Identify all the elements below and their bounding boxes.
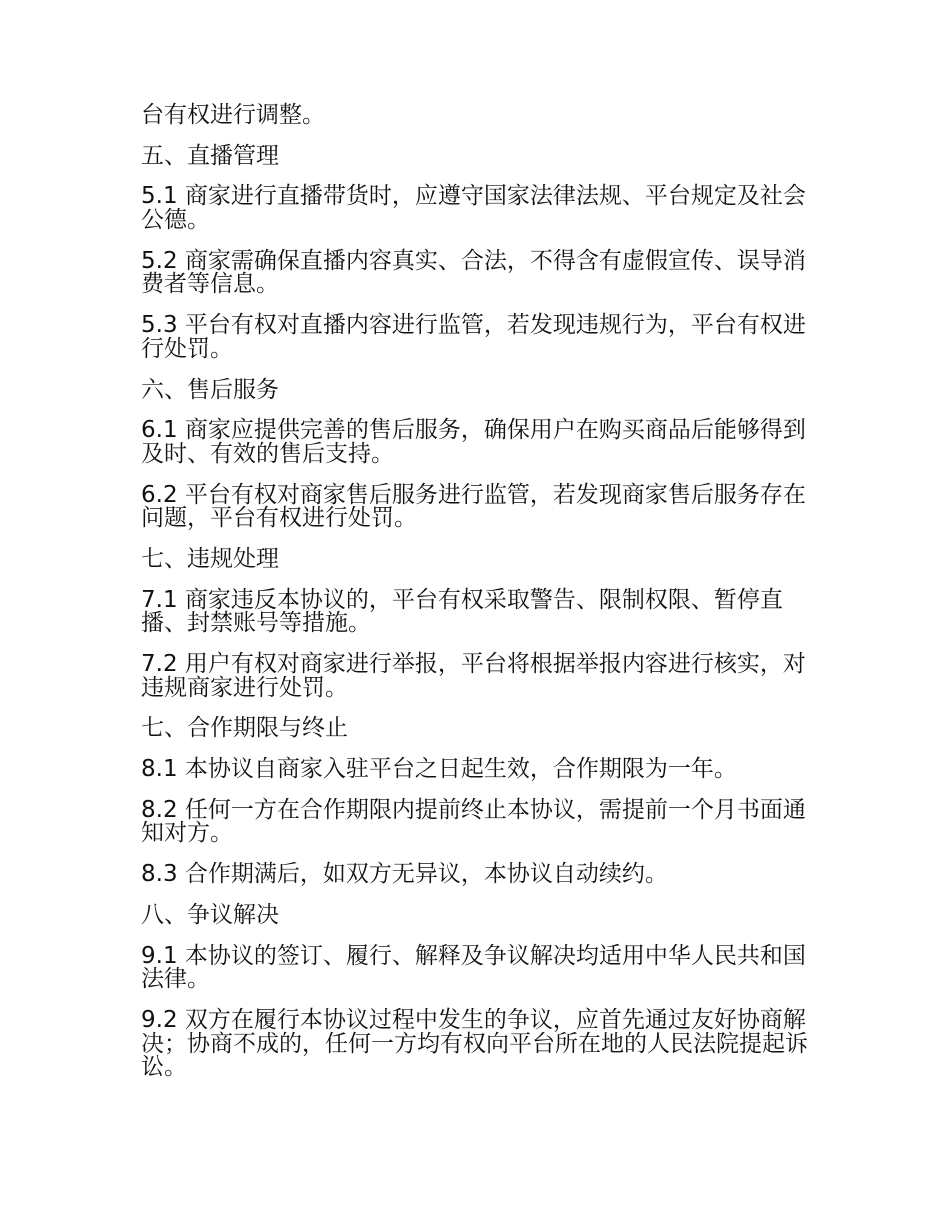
paragraph-7-2: 7.2 用户有权对商家进行举报，平台将根据举报内容进行核实，对违规商家进行处罚。 [141,651,806,701]
paragraph-6-1: 6.1 商家应提供完善的售后服务，确保用户在购买商品后能够得到及时、有效的售后支持。 [141,417,806,467]
section-heading-9: 八、争议解决 [141,901,279,928]
section-heading-6: 六、售后服务 [141,376,279,403]
paragraph-8-3: 8.3 合作期满后，如双方无异议，本协议自动续约。 [141,861,668,888]
section-heading-5: 五、直播管理 [141,142,279,169]
section-heading-7: 七、违规处理 [141,545,279,572]
paragraph-9-1: 9.1 本协议的签订、履行、解释及争议解决均适用中华人民共和国法律。 [141,942,806,993]
paragraph-continuation: 台有权进行调整。 [141,102,325,128]
paragraph-5-3: 5.3 平台有权对直播内容进行监管，若发现违规行为，平台有权进行处罚。 [141,312,806,362]
paragraph-7-1: 7.1 商家违反本协议的，平台有权采取警告、限制权限、暂停直播、封禁账号等措施。 [141,586,783,637]
paragraph-9-2: 9.2 双方在履行本协议过程中发生的争议，应首先通过友好协商解决；协商不成的，任何一方均有权向平台所在地的人民法院提起诉讼。 [141,1006,808,1081]
paragraph-8-1: 8.1 本协议自商家入驻平台之日起生效，合作期限为一年。 [141,756,737,783]
paragraph-5-2: 5.2 商家需确保直播内容真实、合法，不得含有虚假宣传、误导消费者等信息。 [141,247,806,298]
document-page [141,104,816,1080]
section-heading-8: 七、合作期限与终止 [141,715,348,742]
paragraph-5-1: 5.1 商家进行直播带货时，应遵守国家法律法规、平台规定及社会公德。 [141,183,806,234]
paragraph-6-2: 6.2 平台有权对商家售后服务进行监管，若发现商家售后服务存在问题，平台有权进行处罚。 [141,481,806,532]
paragraph-8-2: 8.2 任何一方在合作期限内提前终止本协议，需提前一个月书面通知对方。 [141,796,806,847]
